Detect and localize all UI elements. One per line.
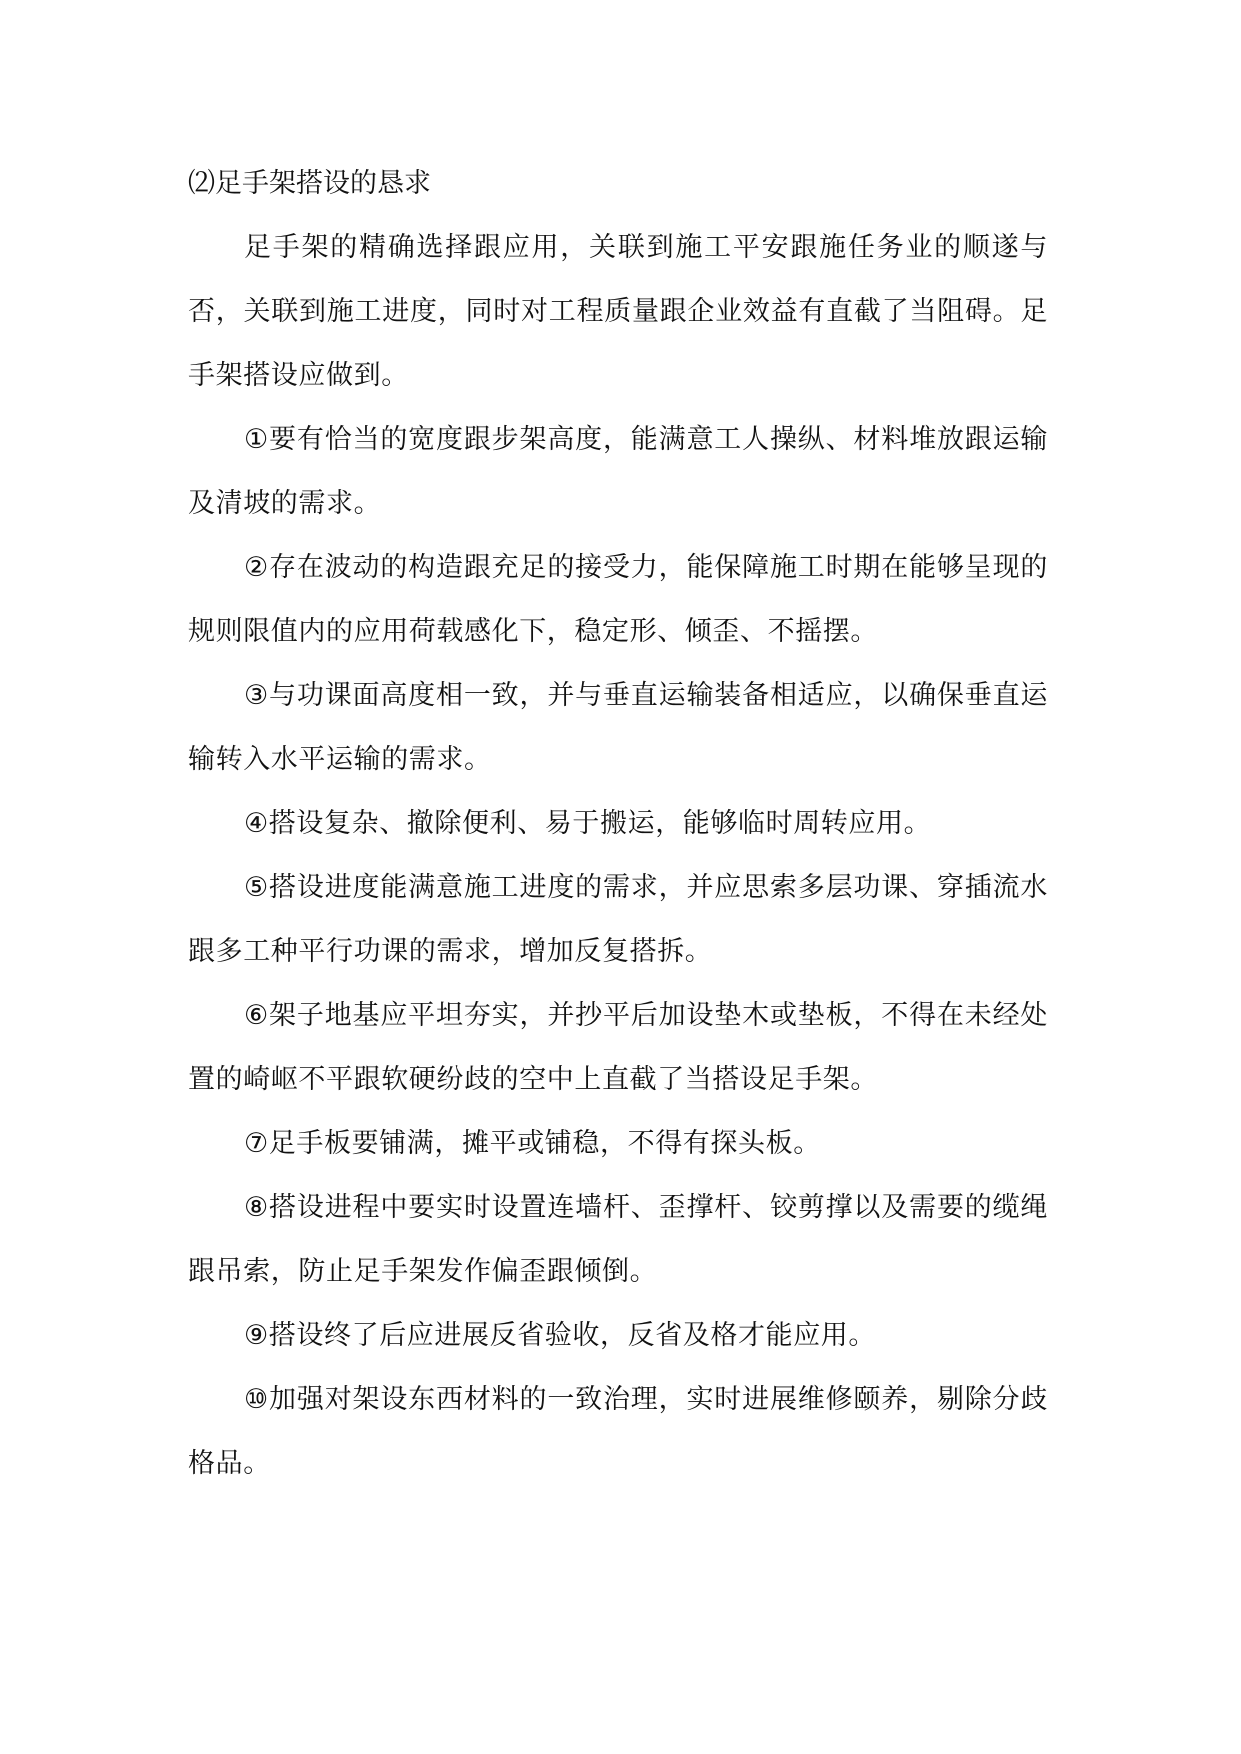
paragraph-item-1: ①要有恰当的宽度跟步架高度，能满意工人操纵、材料堆放跟运输及清坡的需求。 (188, 424, 1048, 519)
paragraph-item-9: ⑨搭设终了后应进展反省验收，反省及格才能应用。 (244, 1320, 877, 1351)
paragraph-item-3: ③与功课面高度相一致，并与垂直运输装备相适应，以确保垂直运输转入水平运输的需求。 (188, 680, 1048, 775)
paragraph-item-8: ⑧搭设进程中要实时设置连墙杆、歪撑杆、铰剪撑以及需要的缆绳跟吊索，防止足手架发作偏歪跟倾倒。 (188, 1192, 1048, 1287)
paragraph-item-7: ⑦足手板要铺满，摊平或铺稳，不得有探头板。 (244, 1128, 821, 1159)
paragraph-item-4: ④搭设复杂、撤除便利、易于搬运，能够临时周转应用。 (244, 808, 932, 839)
paragraph-intro: 足手架的精确选择跟应用，关联到施工平安跟施任务业的顺遂与否，关联到施工进度，同时对工程质量跟企业效益有直截了当阻碍。足手架搭设应做到。 (188, 232, 1048, 391)
section-heading: ⑵足手架搭设的恳求 (188, 168, 431, 199)
document-body (188, 152, 1048, 1496)
paragraph-item-5: ⑤搭设进度能满意施工进度的需求，并应思索多层功课、穿插流水跟多工种平行功课的需求，增加反复搭拆。 (188, 872, 1048, 967)
paragraph-item-6: ⑥架子地基应平坦夯实，并抄平后加设垫木或垫板，不得在未经处置的崎岖不平跟软硬纷歧的空中上直截了当搭设足手架。 (188, 1000, 1048, 1095)
paragraph-item-2: ②存在波动的构造跟充足的接受力，能保障施工时期在能够呈现的规则限值内的应用荷载感化下，稳定形、倾歪、不摇摆。 (188, 552, 1048, 647)
paragraph-item-10: ⑩加强对架设东西材料的一致治理，实时进展维修颐养，剔除分歧格品。 (188, 1384, 1048, 1479)
